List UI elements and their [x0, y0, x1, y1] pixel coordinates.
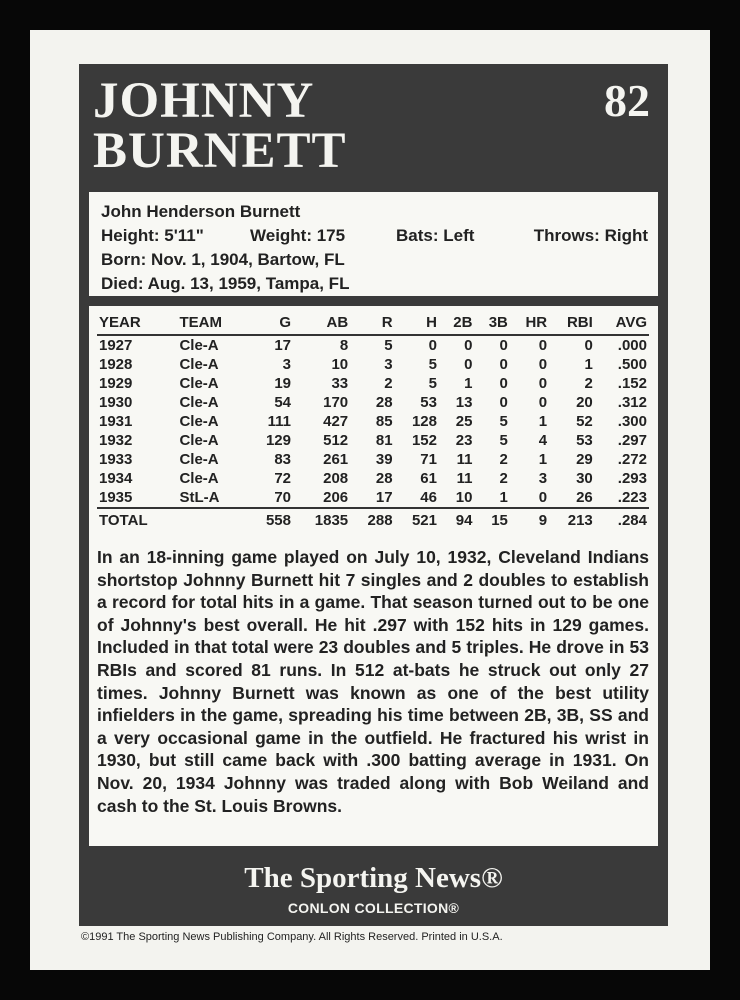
stats-cell: 10	[331, 356, 349, 373]
table-row	[97, 431, 649, 450]
stats-cell: 46	[420, 489, 437, 506]
stats-cell: 1933	[99, 451, 133, 468]
stats-cell: Cle-A	[179, 432, 219, 449]
stats-cell: 61	[420, 470, 437, 487]
stats-cell: Cle-A	[179, 356, 219, 373]
stats-cell: 1	[499, 489, 508, 506]
card-header	[79, 64, 668, 192]
stats-header-rbi: RBI	[549, 312, 595, 335]
stats-cell: 19	[274, 375, 291, 392]
stats-cell: 521	[395, 508, 439, 533]
stats-cell: 54	[274, 394, 291, 411]
collection-name: CONLON COLLECTION®	[287, 900, 460, 916]
stats-cell: 0	[499, 337, 508, 354]
stats-cell: 1932	[99, 432, 133, 449]
stats-header-year: YEAR	[97, 312, 177, 335]
stats-cell: 4	[538, 432, 548, 449]
stats-body	[97, 335, 649, 533]
table-row	[97, 469, 649, 488]
stats-cell: 0	[538, 356, 548, 373]
table-row	[97, 488, 649, 508]
stats-cell: 111	[267, 413, 291, 430]
table-row	[97, 335, 649, 355]
stats-cell: 0	[584, 337, 593, 354]
stats-cell: 17	[375, 489, 393, 506]
stats-cell: 206	[323, 489, 349, 506]
section-divider	[79, 296, 668, 306]
stats-cell: Cle-A	[179, 375, 219, 392]
stats-cell: 53	[420, 394, 437, 411]
copyright-line: ©1991 The Sporting News Publishing Company. All Rights Reserved. Printed in U.S.A.	[81, 931, 503, 943]
full-name: John Henderson Burnett	[101, 202, 301, 221]
stats-cell: 1928	[99, 356, 133, 373]
stats-cell: 261	[323, 451, 349, 468]
stats-cell: 170	[323, 394, 349, 411]
stats-cell: 1927	[99, 337, 133, 354]
stats-header-avg: AVG	[595, 312, 649, 335]
stats-cell: .272	[617, 451, 647, 468]
stats-cell: 53	[576, 432, 593, 449]
stats-cell: 85	[375, 413, 393, 430]
stats-cell: .312	[617, 394, 647, 411]
stats-cell: 1934	[99, 470, 133, 487]
stats-cell: 2	[499, 470, 508, 487]
stats-cell: 0	[464, 356, 473, 373]
stats-cell: 1	[584, 356, 593, 373]
stats-cell: 28	[375, 470, 393, 487]
stats-cell: 0	[538, 489, 548, 506]
stats-cell: .000	[617, 337, 647, 354]
table-row	[97, 450, 649, 469]
table-row	[97, 412, 649, 431]
stats-cell: 0	[499, 394, 508, 411]
stats-cell: 1931	[99, 413, 133, 430]
stats-header-hr: HR	[510, 312, 549, 335]
stats-cell: 13	[455, 394, 473, 411]
died: Died: Aug. 13, 1959, Tampa, FL	[101, 274, 350, 293]
stats-cell: 208	[323, 470, 349, 487]
stats-cell: 1835	[293, 508, 350, 533]
card-number: 82	[604, 75, 650, 126]
stats-cell: 5	[428, 375, 437, 392]
stats-cell: .500	[617, 356, 647, 373]
sporting-news-logo: The Sporting News®	[244, 862, 503, 894]
stats-cell: .297	[617, 432, 647, 449]
stats-header-g: G	[249, 312, 293, 335]
stats-cell: 10	[455, 489, 473, 506]
stats-cell: 5	[499, 432, 508, 449]
stats-cell: 2	[499, 451, 508, 468]
stats-header-h: H	[395, 312, 439, 335]
bats: Bats: Left	[396, 226, 475, 245]
stats-cell: 2	[384, 375, 393, 392]
stats-header-2b: 2B	[439, 312, 474, 335]
stats-cell: 26	[576, 489, 593, 506]
stats-cell: 0	[499, 356, 508, 373]
stats-cell: 33	[331, 375, 349, 392]
stats-cell: .293	[617, 470, 647, 487]
stats-cell: 288	[350, 508, 394, 533]
baseball-card-back	[30, 30, 710, 970]
stats-header-row	[97, 312, 649, 335]
weight: Weight: 175	[250, 226, 346, 245]
stats-cell: 152	[411, 432, 437, 449]
stats-cell: .223	[617, 489, 647, 506]
stats-cell: 512	[323, 432, 349, 449]
stats-cell: 72	[274, 470, 291, 487]
stats-cell: 30	[576, 470, 593, 487]
stats-cell: 0	[538, 375, 548, 392]
stats-cell: .284	[595, 508, 649, 533]
player-last-name: BURNETT	[93, 123, 347, 179]
stats-cell: TOTAL	[97, 508, 177, 533]
stats-cell: 3	[384, 356, 393, 373]
stats-cell: 3	[282, 356, 291, 373]
stats-cell: 25	[455, 413, 473, 430]
stats-cell: 71	[420, 451, 437, 468]
stats-cell: .300	[617, 413, 647, 430]
stats-cell: 39	[375, 451, 393, 468]
stats-cell: 1	[538, 451, 548, 468]
stats-cell: 0	[464, 337, 473, 354]
stats-cell: 5	[499, 413, 508, 430]
stats-cell: 29	[576, 451, 593, 468]
table-row	[97, 374, 649, 393]
stats-cell: Cle-A	[179, 470, 219, 487]
stats-cell: 1929	[99, 375, 133, 392]
stats-cell: .152	[617, 375, 647, 392]
born: Born: Nov. 1, 1904, Bartow, FL	[101, 250, 345, 269]
stats-cell: Cle-A	[179, 413, 219, 430]
stats-cell: 83	[274, 451, 291, 468]
stats-cell: 23	[455, 432, 473, 449]
stats-cell: 0	[538, 394, 548, 411]
stats-cell: StL-A	[179, 489, 220, 506]
stats-header-r: R	[350, 312, 394, 335]
table-row	[97, 393, 649, 412]
stats-cell: 427	[323, 413, 349, 430]
stats-header-ab: AB	[293, 312, 350, 335]
stats-cell: 0	[499, 375, 508, 392]
totals-row	[97, 508, 649, 533]
stats-header-team: TEAM	[177, 312, 248, 335]
stats-cell: 1	[464, 375, 473, 392]
stats-cell: 9	[510, 508, 549, 533]
stats-cell: Cle-A	[179, 394, 219, 411]
height: Height: 5'11"	[101, 226, 204, 245]
stats-cell: Cle-A	[179, 451, 219, 468]
stats-cell: 28	[375, 394, 393, 411]
card-footer	[79, 846, 668, 926]
table-row	[97, 355, 649, 374]
stats-cell: 0	[428, 337, 437, 354]
career-story: In an 18-inning game played on July 10, 1932, Cleveland Indians shortstop Johnny Burnett hit 7 singles and 2 doubles to establish a record for total hits in a game. That season turned out to be one of Johnny's best overall. He hit .297 with 152 hits in 129 games. Included in that total were 23 doubles and 5 triples. He drove in 53 RBIs and scored 81 runs. In 512 at-bats he struck out only 27 times. Johnny Burnett was known as one of the best utility infielders in the game, spreading his time between 2B, 3B, SS and a very occasional game in the outfield. He fractured his wrist in 1930, but still came back with .300 batting average in 1931. On Nov. 20, 1934 Johnny was traded along with Bob Weiland and cash to the St. Louis Browns.	[97, 547, 649, 816]
stats-table	[97, 312, 649, 533]
stats-cell: 17	[274, 337, 291, 354]
stats-cell: 1	[538, 413, 548, 430]
stats-cell: 129	[265, 432, 291, 449]
stats-cell: 15	[474, 508, 509, 533]
stats-cell: 20	[576, 394, 593, 411]
stats-cell: 8	[339, 337, 349, 354]
stats-cell: 81	[375, 432, 393, 449]
stats-cell: 2	[584, 375, 593, 392]
stats-cell: 0	[538, 337, 548, 354]
stats-cell: 94	[439, 508, 474, 533]
stats-cell: 1930	[99, 394, 133, 411]
player-name	[93, 73, 347, 179]
player-first-name: JOHNNY	[93, 73, 315, 129]
stats-cell: Cle-A	[179, 337, 219, 354]
stats-cell: 1935	[99, 489, 133, 506]
stats-and-story	[79, 306, 668, 846]
bio-box	[79, 192, 668, 296]
stats-cell: 11	[456, 470, 473, 487]
stats-cell: 128	[411, 413, 437, 430]
stats-header-3b: 3B	[474, 312, 509, 335]
stats-cell: 70	[274, 489, 291, 506]
stats-cell: 11	[456, 451, 473, 468]
stats-cell: 5	[384, 337, 393, 354]
stats-cell: 52	[576, 413, 593, 430]
stats-cell: 5	[428, 356, 437, 373]
stats-cell: 213	[549, 508, 595, 533]
stats-cell	[177, 508, 248, 533]
stats-cell: 558	[249, 508, 293, 533]
throws: Throws: Right	[533, 226, 648, 245]
stats-cell: 3	[538, 470, 548, 487]
